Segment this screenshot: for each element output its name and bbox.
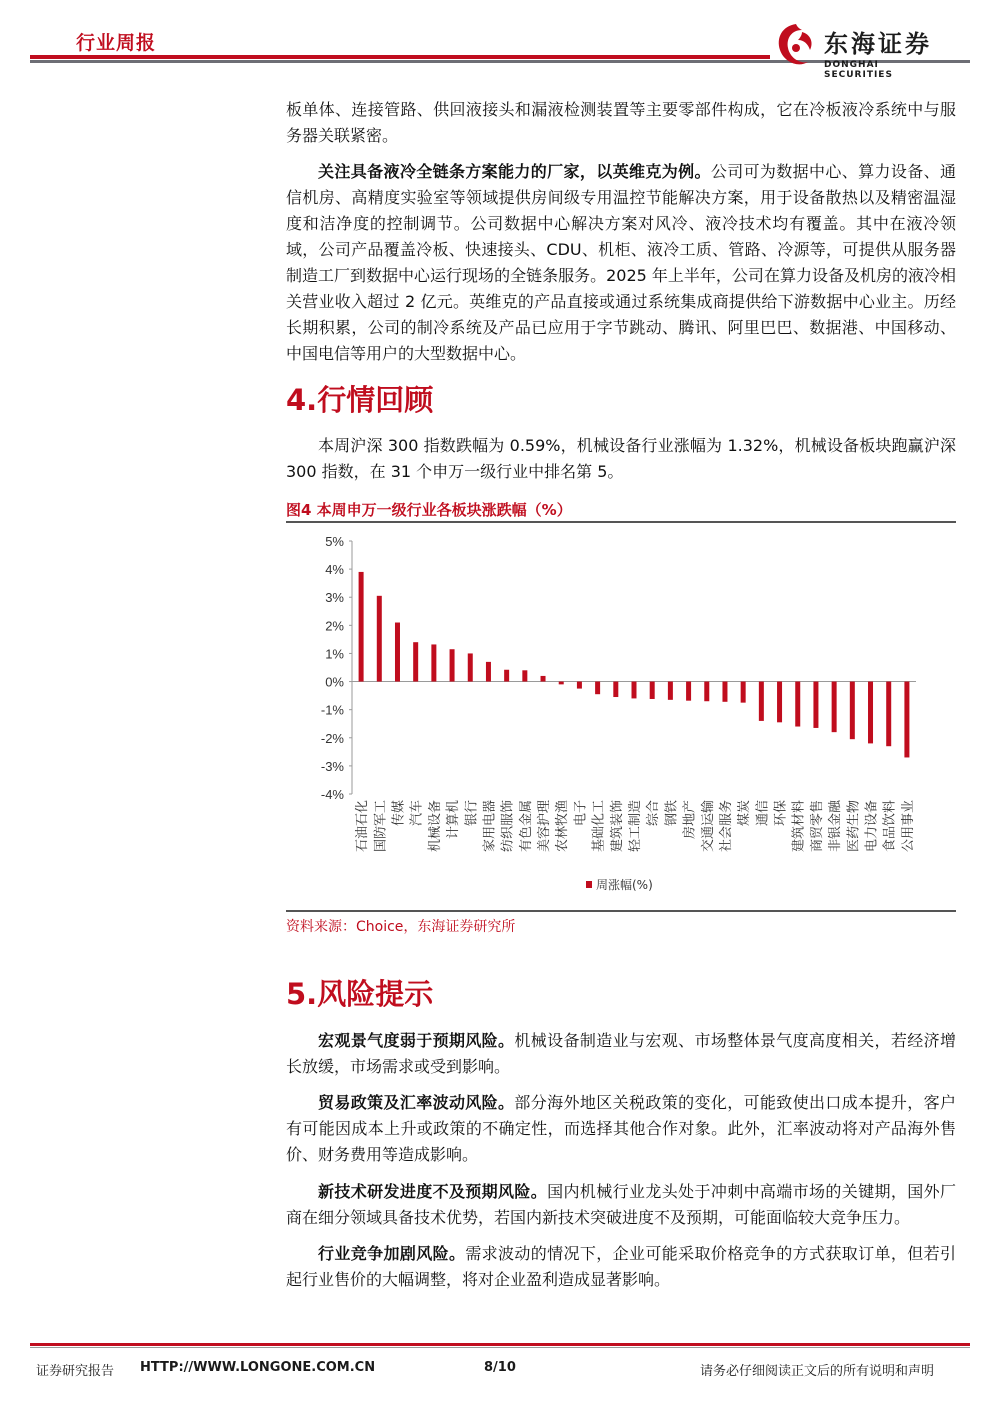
risk-item: [286, 1028, 956, 1080]
footer-disclaimer: 请务必仔细阅读正文后的所有说明和声明: [700, 1364, 935, 1379]
x-category-label: 房地产: [682, 800, 698, 840]
section-title-market-review: 4.行情回顾: [286, 383, 434, 417]
bar: [632, 682, 637, 699]
paragraph-bold-lead: 关注具备液冷全链条方案能力的厂家，以英维克为例。: [318, 162, 711, 181]
paragraph-envicool: [286, 159, 956, 367]
x-category-label: 综合: [646, 800, 662, 827]
x-category-label: 通信: [755, 800, 771, 827]
bar: [668, 682, 673, 700]
figure-top-rule: [286, 521, 956, 523]
risk-item: [286, 1241, 956, 1293]
paragraph-market-review: [286, 433, 956, 485]
x-category-label: 纺织服饰: [500, 800, 516, 853]
x-category-label: 基础化工: [591, 800, 607, 853]
footer-divider-red: [30, 1343, 970, 1346]
y-tick-label: -4%: [320, 787, 344, 802]
x-category-label: 非银金融: [828, 800, 844, 853]
report-type-label: 行业周报: [76, 32, 157, 54]
footer-report-label: 证券研究报告: [36, 1364, 115, 1379]
bar: [504, 670, 509, 682]
x-category-label: 煤炭: [737, 800, 753, 827]
x-category-label: 交通运输: [700, 800, 716, 853]
x-category-label: 环保: [773, 800, 789, 827]
x-category-label: 钢铁: [664, 800, 680, 827]
risk-item-text: 部分海外地区关税政策的变化，可能致使出口成本提升，客户有可能因成本上升或政策的不确定性，而选择其他合作对象。此外，汇率波动将对产品海外售价、财务费用等造成影响。: [286, 1093, 956, 1164]
bar: [686, 682, 691, 701]
paragraph-text: 板单体、连接管路、供回液接头和漏液检测装置等主要零部件构成，它在冷板液冷系统中与服务器关联紧密。: [286, 100, 956, 145]
bar: [577, 682, 582, 689]
risk-item-text: 国内机械行业龙头处于冲刺中高端市场的关键期，国外厂商在细分领域具备技术优势，若国内新技术突破进度不及预期，可能面临较大竞争压力。: [286, 1182, 956, 1227]
paragraph-cold-plate: [286, 97, 956, 149]
x-category-label: 银行: [464, 800, 480, 827]
bar: [886, 682, 891, 747]
figure-title: 图4 本周申万一级行业各板块涨跌幅（%）: [286, 501, 572, 519]
bar: [741, 682, 746, 703]
bar: [704, 682, 709, 702]
x-category-label: 家用电器: [482, 800, 498, 853]
paragraph-text: 本周沪深 300 指数跌幅为 0.59%，机械设备行业涨幅为 1.32%，机械设备板块跑赢沪深 300 指数，在 31 个申万一级行业中排名第 5。: [286, 436, 956, 481]
bar: [832, 682, 837, 733]
risk-item-text: 需求波动的情况下，企业可能采取价格竞争的方式获取订单，但若引起行业售价的大幅调整，将对企业盈利造成显著影响。: [286, 1244, 956, 1289]
x-category-label: 机械设备: [427, 800, 443, 853]
x-category-label: 农林牧渔: [555, 800, 571, 853]
figure-source: 资料来源：Choice，东海证券研究所: [286, 919, 516, 935]
bar: [722, 682, 727, 702]
y-tick-label: -1%: [320, 702, 344, 718]
x-category-label: 计算机: [446, 800, 462, 840]
x-category-label: 医药生物: [846, 800, 862, 853]
risk-item: [286, 1179, 956, 1231]
bar: [868, 682, 873, 744]
bar: [431, 644, 436, 681]
footer-website-link[interactable]: HTTP://WWW.LONGONE.COM.CN: [140, 1360, 376, 1375]
x-category-label: 建筑装饰: [609, 800, 625, 853]
y-tick-label: 3%: [325, 590, 344, 606]
y-tick-label: 4%: [325, 562, 344, 578]
x-category-label: 汽车: [409, 800, 425, 827]
paragraph-text: 公司可为数据中心、算力设备、通信机房、高精度实验室等领域提供房间级专用温控节能解决方案，用于设备散热以及精密温湿度和洁净度的控制调节。公司数据中心解决方案对风冷、液冷技术均有覆盖。其中在液冷领域，公司产品覆盖冷板、快速接头、CDU、机柜、液冷工质、管路、冷源等，可提供从服务器制造工厂到数据中心运行现场的全链条服务。2025 年上半年，公司在算力设备及机房的液冷相关营业收入超过 2 亿元。英维克的产品直接或通过系统集成商提供给下游数据中心业主。历经长期积累，公司的制冷系统及产品已应用于字节跳动、腾讯、阿里巴巴、数据港、中国移动、中国电信等用户的大型数据中心。: [286, 162, 956, 363]
x-category-label: 电力设备: [864, 800, 880, 853]
bar: [813, 682, 818, 728]
bar: [450, 649, 455, 681]
x-category-label: 食品饮料: [882, 800, 898, 853]
dragon-logo-icon: [772, 20, 820, 76]
bar: [377, 596, 382, 682]
x-category-label: 国防军工: [373, 800, 389, 853]
x-category-label: 美容护理: [537, 800, 553, 853]
risk-item-bold: 贸易政策及汇率波动风险。: [318, 1093, 515, 1112]
bar: [468, 653, 473, 681]
logo-english-name: DONGHAI SECURITIES: [824, 60, 893, 80]
y-tick-label: 2%: [325, 618, 344, 634]
bar: [541, 676, 546, 682]
bar: [595, 682, 600, 695]
x-category-label: 传媒: [391, 800, 407, 827]
x-category-label: 社会服务: [718, 800, 734, 853]
risk-item-bold: 宏观景气度弱于预期风险。: [318, 1031, 515, 1050]
x-category-label: 建筑材料: [791, 800, 807, 853]
company-logo: [772, 20, 942, 80]
bar: [559, 682, 564, 685]
x-category-label: 有色金属: [518, 800, 534, 853]
header-divider-red: [30, 55, 770, 59]
bar: [413, 642, 418, 681]
risk-item-bold: 行业竞争加剧风险。: [318, 1244, 466, 1263]
y-tick-label: -3%: [320, 758, 344, 774]
bar: [904, 682, 909, 758]
bar: [777, 682, 782, 723]
risk-item-text: 机械设备制造业与宏观、市场整体景气度高度相关，若经济增长放缓，市场需求或受到影响。: [286, 1031, 956, 1076]
y-tick-label: 0%: [325, 674, 344, 690]
y-tick-label: -2%: [320, 730, 344, 746]
bar: [395, 623, 400, 682]
section-title-risk: 5.风险提示: [286, 977, 434, 1011]
x-category-label: 公用事业: [900, 800, 916, 853]
y-tick-label: 1%: [325, 646, 344, 662]
bar: [795, 682, 800, 727]
industry-change-bar-chart: [286, 525, 956, 908]
logo-chinese-name: 东海证券: [824, 30, 932, 58]
x-category-label: 轻工制造: [628, 800, 643, 853]
page-number: 8/10: [484, 1360, 516, 1375]
figure-bottom-rule: [286, 910, 956, 912]
legend-label: 周涨幅(%): [596, 878, 653, 892]
bar: [850, 682, 855, 740]
risk-item-bold: 新技术研发进度不及预期风险。: [318, 1182, 548, 1201]
footer-divider-gray: [30, 1347, 970, 1348]
bar: [613, 682, 618, 697]
bar: [759, 682, 764, 721]
x-category-label: 石油石化: [355, 800, 371, 853]
x-category-label: 商贸零售: [809, 800, 825, 853]
bar: [650, 682, 655, 699]
bar: [359, 572, 364, 682]
bar: [486, 662, 491, 682]
bar: [522, 670, 527, 681]
risk-item: [286, 1090, 956, 1168]
legend-swatch: [586, 881, 592, 888]
y-tick-label: 5%: [325, 534, 344, 549]
x-category-label: 电子: [573, 800, 589, 827]
